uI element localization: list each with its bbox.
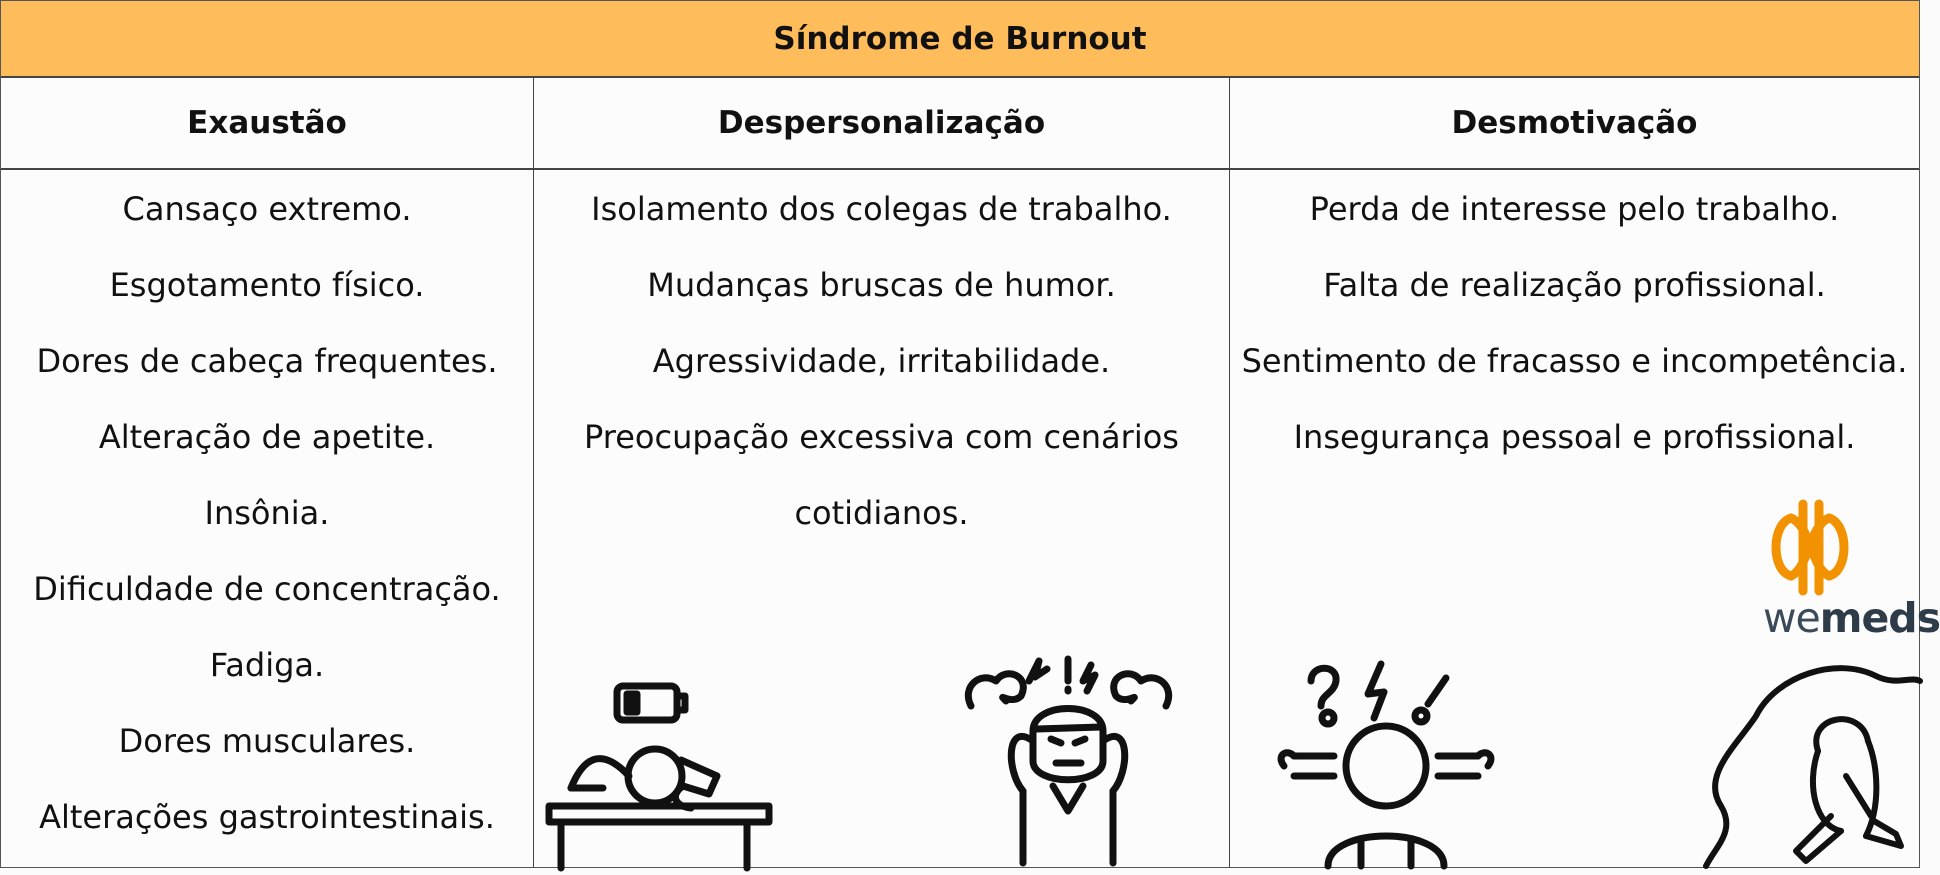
sad-person-hugging-knees-icon [1696,656,1921,868]
symptom-item: cotidianos. [794,494,969,532]
symptom-item: Falta de realização profissional. [1323,266,1826,304]
symptom-item: Insônia. [204,494,330,532]
symptom-item: Dores musculares. [118,722,416,760]
column-desmotivacao [1230,171,1919,475]
symptom-item: Mudanças bruscas de humor. [647,266,1116,304]
symptom-item: Dificuldade de concentração. [33,570,501,608]
angry-person-steam-icon [961,651,1176,866]
table-title: Síndrome de Burnout [1,1,1919,78]
symptom-item: Sentimento de fracasso e incompetência. [1241,342,1908,380]
tired-person-desk-low-battery-icon [541,676,771,868]
symptom-item: Alterações gastrointestinais. [39,798,495,836]
symptom-item: Preocupação excessiva com cenários [584,418,1179,456]
column-heading-exaustao: Exaustão [187,105,347,141]
symptom-item: Agressividade, irritabilidade. [652,342,1111,380]
symptom-item: Cansaço extremo. [122,190,412,228]
column-exaustao [1,171,533,855]
symptom-item: Insegurança pessoal e profissional. [1293,418,1856,456]
header-divider [1,168,1919,170]
symptom-item: Isolamento dos colegas de trabalho. [591,190,1172,228]
symptom-item: Perda de interesse pelo trabalho. [1309,190,1840,228]
column-heading-desmotivacao: Desmotivação [1451,105,1698,141]
wemeds-logo-icon [1761,496,1921,605]
symptom-item: Fadiga. [209,646,325,684]
column-heading-despersonalizacao: Despersonalização [717,105,1046,141]
logo-text-light: we [1763,594,1820,642]
confused-stressed-head-icon [1276,656,1496,868]
symptom-item: Esgotamento físico. [109,266,425,304]
logo-text-bold: meds [1819,594,1940,642]
symptom-item: Dores de cabeça frequentes. [36,342,498,380]
wemeds-logo-text [1763,594,1940,642]
symptom-item: Alteração de apetite. [98,418,436,456]
column-despersonalizacao [534,171,1229,551]
